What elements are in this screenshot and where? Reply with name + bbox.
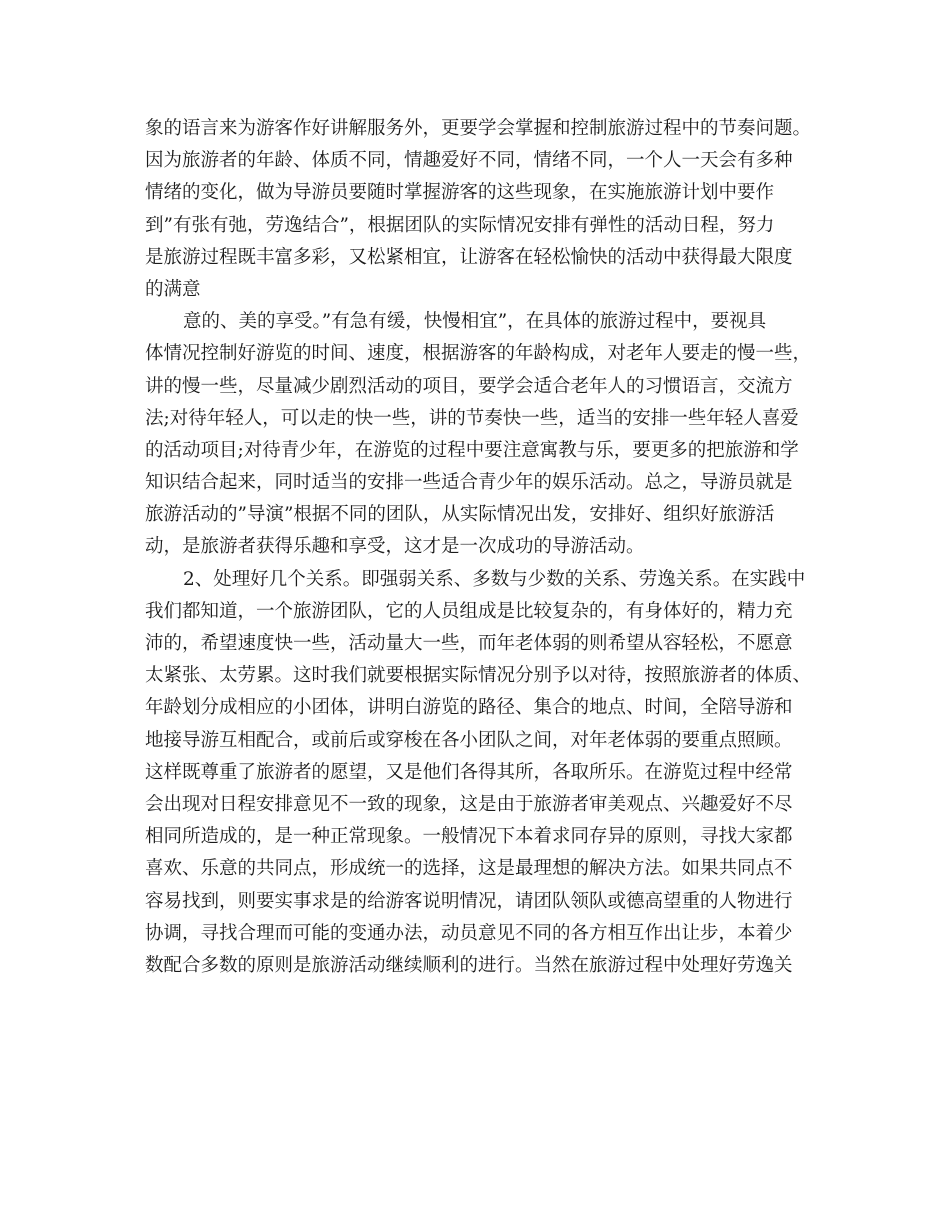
text-line: 2、处理好几个关系。即强弱关系、多数与少数的关系、劳逸关系。在实践中 <box>183 568 806 590</box>
text-line: 的满意 <box>145 278 201 300</box>
text-line: 喜欢、乐意的共同点，形成统一的选择，这是最理想的解决方法。如果共同点不 <box>145 858 793 880</box>
text-line: 旅游活动的”导演”根据不同的团队，从实际情况出发，安排好、组织好旅游活 <box>145 504 775 526</box>
text-line: 动，是旅游者获得乐趣和享受，这才是一次成功的导游活动。 <box>145 536 645 558</box>
text-line: 相同所造成的，是一种正常现象。一般情况下本着求同存异的原则，寻找大家都 <box>145 826 793 848</box>
text-line: 讲的慢一些，尽量减少剧烈活动的项目，要学会适合老年人的习惯语言，交流方 <box>145 375 793 397</box>
text-line: 体情况控制好游览的时间、速度，根据游客的年龄构成，对老年人要走的慢一些， <box>145 343 812 365</box>
text-line: 情绪的变化，做为导游员要随时掌握游客的这些现象，在实施旅游计划中要作 <box>145 182 775 204</box>
text-line: 象的语言来为游客作好讲解服务外，更要学会掌握和控制旅游过程中的节奏问题。 <box>145 118 812 139</box>
text-line: 因为旅游者的年龄、体质不同，情趣爱好不同，情绪不同，一个人一天会有多种 <box>145 150 793 172</box>
paragraph-2 <box>145 306 825 564</box>
text-line: 太紧张、太劳累。这时我们就要根据实际情况分别予以对待，按照旅游者的体质、 <box>145 665 812 687</box>
paragraph-1 <box>145 113 825 306</box>
text-line: 地接导游互相配合，或前后或穿梭在各小团队之间，对年老体弱的要重点照顾。 <box>145 729 793 751</box>
text-line: 年龄划分成相应的小团体，讲明白游览的路径、集合的地点、时间，全陪导游和 <box>145 697 793 719</box>
text-line: 数配合多数的原则是旅游活动继续顺利的进行。当然在旅游过程中处理好劳逸关 <box>145 954 793 976</box>
text-line: 到”有张有弛，劳逸结合”，根据团队的实际情况安排有弹性的活动日程，努力 <box>145 214 775 236</box>
text-line: 沛的，希望速度快一些，活动量大一些，而年老体弱的则希望从容轻松，不愿意 <box>145 633 793 654</box>
paragraph-3 <box>145 564 825 982</box>
text-line: 是旅游过程既丰富多彩，又松紧相宜，让游客在轻松愉快的活动中获得最大限度 <box>145 246 793 268</box>
document-body <box>145 113 825 982</box>
text-line: 法;对待年轻人，可以走的快一些，讲的节奏快一些，适当的安排一些年轻人喜爱 <box>145 407 799 429</box>
text-line: 的活动项目;对待青少年，在游览的过程中要注意寓教与乐，要更多的把旅游和学 <box>145 439 799 461</box>
text-line: 协调，寻找合理而可能的变通办法，动员意见不同的各方相互作出让步，本着少 <box>145 922 793 944</box>
text-line: 容易找到，则要实事求是的给游客说明情况，请团队领队或德高望重的人物进行 <box>145 890 793 912</box>
text-line: 意的、美的享受。”有急有缓，快慢相宜”，在具体的旅游过程中，要视具 <box>183 311 767 333</box>
text-line: 会出现对日程安排意见不一致的现象，这是由于旅游者审美观点、兴趣爱好不尽 <box>145 793 793 815</box>
text-line: 知识结合起来，同时适当的安排一些适合青少年的娱乐活动。总之，导游员就是 <box>145 472 793 494</box>
text-line: 我们都知道，一个旅游团队，它的人员组成是比较复杂的，有身体好的，精力充 <box>145 600 793 622</box>
text-line: 这样既尊重了旅游者的愿望，又是他们各得其所，各取所乐。在游览过程中经常 <box>145 761 793 783</box>
